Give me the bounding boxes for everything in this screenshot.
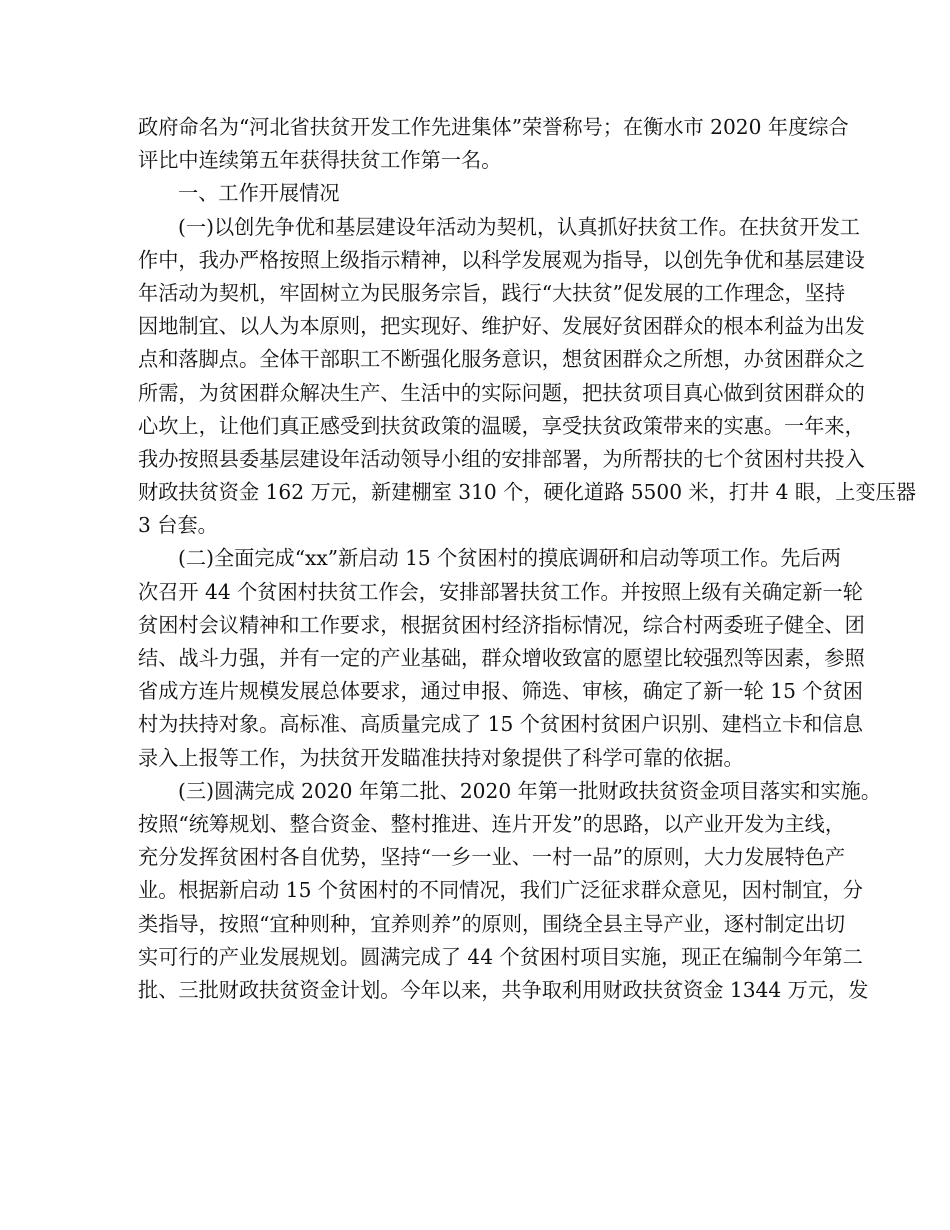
text-line: 充分发挥贫困村各自优势，坚持“一乡一业、一村一品”的原则，大力发展特色产 <box>138 845 846 870</box>
text-line: 心坎上，让他们真正感受到扶贫政策的温暖，享受扶贫政策带来的实惠。一年来， <box>138 413 865 438</box>
text-line: 录入上报等工作，为扶贫开发瞄准扶持对象提供了科学可靠的依据。 <box>138 745 744 770</box>
paragraph-first-line: (二)全面完成“xx”新启动 15 个贫困村的摸底调研和启动等项工作。先后两 <box>178 546 841 571</box>
text-line: 因地制宜、以人为本原则，把实现好、维护好、发展好贫困群众的根本利益为出发 <box>138 314 865 339</box>
text-line: 年活动为契机，牢固树立为民服务宗旨，践行“大扶贫”促发展的工作理念，坚持 <box>138 280 846 305</box>
text-line: 政府命名为“河北省扶贫开发工作先进集体”荣誉称号；在衡水市 2020 年度综合 <box>138 115 849 139</box>
text-line: 批、三批财政扶贫资金计划。今年以来，共争取利用财政扶贫资金 1344 万元，发 <box>138 977 869 1002</box>
text-line: 村为扶持对象。高标准、高质量完成了 15 个贫困村贫困户识别、建档立卡和信息 <box>138 712 863 737</box>
text-line: 按照“统筹规划、整合资金、整村推进、连片开发”的思路，以产业开发为主线， <box>138 811 846 836</box>
text-line: 评比中连续第五年获得扶贫工作第一名。 <box>138 148 502 173</box>
text-line: 我办按照县委基层建设年活动领导小组的安排部署，为所帮扶的七个贫困村共投入 <box>138 446 865 471</box>
text-line: 贫困村会议精神和工作要求，根据贫困村经济指标情况，综合村两委班子健全、团 <box>138 612 865 637</box>
paragraph-first-line: (一)以创先争优和基层建设年活动为契机，认真抓好扶贫工作。在扶贫开发工 <box>178 214 860 239</box>
text-line: 3 台套。 <box>138 513 218 538</box>
text-line: 业。根据新启动 15 个贫困村的不同情况，我们广泛征求群众意见，因村制宜，分 <box>138 878 863 903</box>
text-line: 次召开 44 个贫困村扶贫工作会，安排部署扶贫工作。并按照上级有关确定新一轮 <box>138 579 863 604</box>
text-line: 作中，我办严格按照上级指示精神，以科学发展观为指导，以创先争优和基层建设 <box>138 247 865 272</box>
text-line: 类指导，按照“宜种则种，宜养则养”的原则，围绕全县主导产业，逐村制定出切 <box>138 911 846 936</box>
paragraph-first-line: (三)圆满完成 2020 年第二批、2020 年第一批财政扶贫资金项目落实和实施。 <box>178 778 882 803</box>
text-line: 财政扶贫资金 162 万元，新建棚室 310 个，硬化道路 5500 米，打井 4 眼，上变压器 <box>138 480 917 505</box>
section-heading: 一、工作开展情况 <box>178 181 340 206</box>
text-line: 省成方连片规模发展总体要求，通过申报、筛选、审核，确定了新一轮 15 个贫困 <box>138 679 863 704</box>
text-line: 实可行的产业发展规划。圆满完成了 44 个贫困村项目实施，现正在编制今年第二 <box>138 944 863 969</box>
text-line: 点和落脚点。全体干部职工不断强化服务意识，想贫困群众之所想，办贫困群众之 <box>138 347 865 372</box>
text-line: 结、战斗力强，并有一定的产业基础，群众增收致富的愿望比较强烈等因素，参照 <box>138 646 865 670</box>
document-page <box>138 111 917 1007</box>
text-line: 所需，为贫困群众解决生产、生活中的实际问题，把扶贫项目真心做到贫困群众的 <box>138 380 865 405</box>
